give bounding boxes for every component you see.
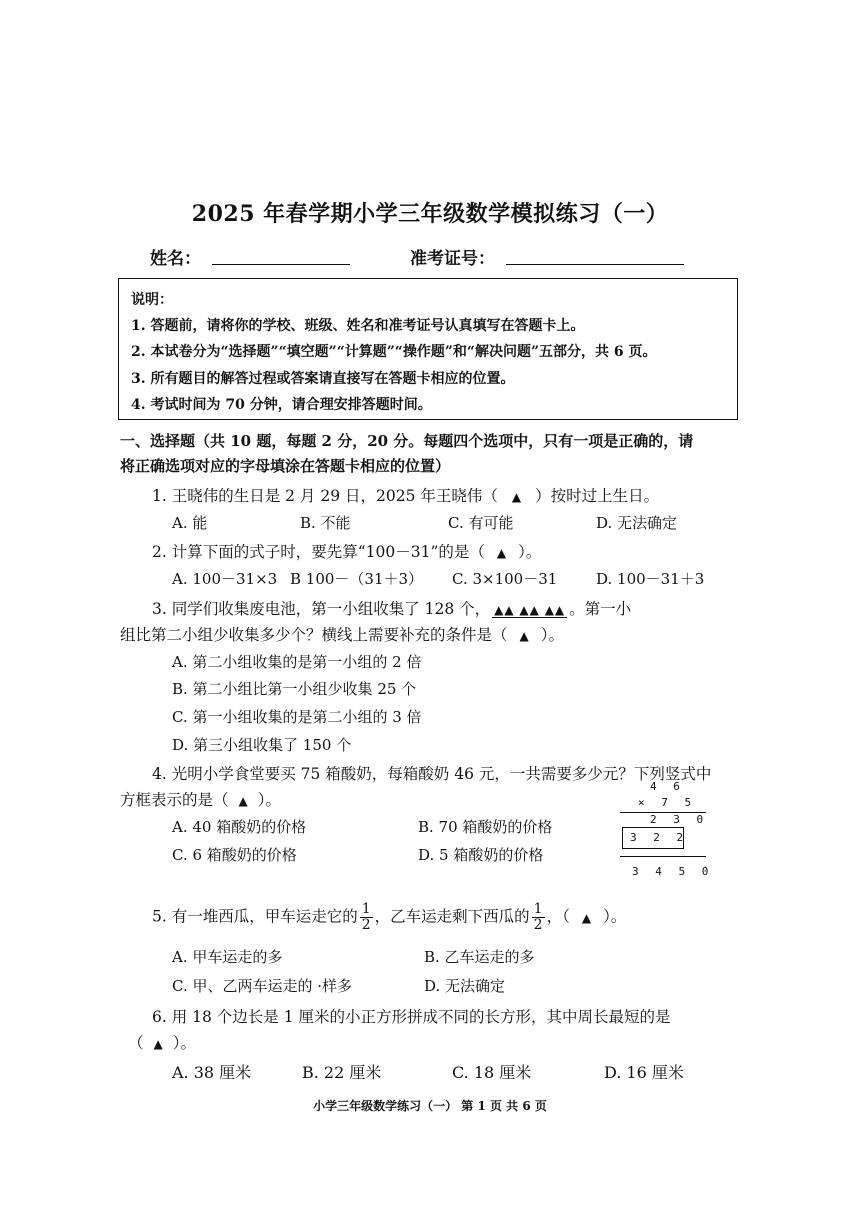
answer-triangle: ▲ [238,794,248,808]
answer-triangle: ▲ [511,490,522,504]
instruction-item: 3. 所有题目的解答过程或答案请直接写在答题卡相应的位置。 [131,371,515,387]
q3-option-d[interactable]: D. 第三小组收集了 150 个 [172,736,352,754]
answer-triangle: ▲ [581,910,592,925]
fraction-one-half: $\frac{1}{2}$ [533,901,543,933]
q6-option-a[interactable]: A. 38 厘米 [172,1063,252,1082]
answer-triangle: ▲ [153,1037,163,1051]
ticket-blank[interactable] [506,264,684,265]
q5-option-d[interactable]: D. 无法确定 [424,977,506,995]
q6-option-c[interactable]: C. 18 厘米 [452,1063,532,1082]
q4-line2-b: ）。 [257,791,282,809]
q1-stem-a: 1. 王晓伟的生日是 2 月 29 日，2025 年王晓伟（ [152,487,498,505]
page-title: 2025 年春学期小学三年级数学模拟练习（一） [191,201,669,227]
q1-option-b[interactable]: B. 不能 [300,514,351,532]
q5-option-a[interactable]: A. 甲车运走的多 [172,948,283,966]
q3-line2-b: ）。 [540,626,565,644]
q3-line1-a: 3. 同学们收集废电池，第一小组收集了 128 个， [152,600,491,618]
page-footer: 小学三年级数学练习（一） 第 1 页 共 6 页 [313,1099,547,1113]
question-6-line1: 6. 用 18 个边长是 1 厘米的小正方形拼成不同的长方形，其中周长最短的是 [152,1008,671,1026]
vertical-row3: 2 3 0 [650,813,709,826]
question-4-line1: 4. 光明小学食堂要买 75 箱酸奶，每箱酸奶 46 元，一共需要多少元？下列竖式中 [152,765,712,783]
q6-line2-a: （ [128,1034,144,1052]
q2-stem-b: ）。 [518,543,542,561]
answer-triangle: ▲ [496,546,507,560]
q1-stem-b: ）按时过上生日。 [535,487,660,505]
q3-option-a[interactable]: A. 第二小组收集的是第一小组的 2 倍 [172,653,422,671]
q3-line1-b: 。第一小 [569,600,632,618]
q4-option-c[interactable]: C. 6 箱酸奶的价格 [172,846,297,864]
q4-option-d[interactable]: D. 5 箱酸奶的价格 [418,846,544,864]
fraction-one-half: $\frac{1}{2}$ [361,901,371,933]
vertical-boxed-row: 3 2 2 [630,831,689,844]
answer-triangle: ▲ [519,629,529,643]
q2-option-a[interactable]: A. 100－31×3 [172,570,278,588]
vertical-result: 3 4 5 0 [632,865,714,878]
question-5-stem [152,902,626,933]
q2-option-d[interactable]: D. 100－31＋3 [596,570,705,588]
q4-option-a[interactable]: A. 40 箱酸奶的价格 [172,818,307,836]
vertical-rule [620,856,706,857]
q6-option-d[interactable]: D. 16 厘米 [604,1063,684,1082]
name-blank[interactable] [212,264,350,265]
q3-option-c[interactable]: C. 第一小组收集的是第二小组的 3 倍 [172,708,422,726]
question-6-line2 [128,1031,196,1053]
q2-stem-a: 2. 计算下面的式子时，要先算“100－31”的是（ [152,543,485,561]
instructions-box [118,278,738,420]
q1-option-d[interactable]: D. 无法确定 [596,514,678,532]
instruction-item: 1. 答题前，请将你的学校、班级、姓名和准考证号认真填写在答题卡上。 [131,318,585,334]
vertical-row2: × 7 5 [638,796,697,809]
q5-stem-b: ，乙车运走剩下西瓜的 [374,907,530,926]
instruction-item: 2. 本试卷分为“选择题”“填空题”“计算题”“操作题”和“解决问题”五部分，共 6 页。 [131,344,657,360]
q3-option-b[interactable]: B. 第二小组比第一小组少收集 25 个 [172,680,417,698]
q2-option-b[interactable]: B 100－（31＋3） [290,570,424,588]
q6-option-b[interactable]: B. 22 厘米 [302,1063,382,1082]
ticket-label: 准考证号： [410,249,495,269]
instructions-heading: 说明： [131,292,173,308]
q1-option-c[interactable]: C. 有可能 [448,514,514,532]
q5-stem-c: ，（ [546,907,570,926]
question-4-line2 [120,788,281,810]
instruction-item: 4. 考试时间为 70 分钟，请合理安排答题时间。 [131,397,432,413]
question-2-stem [152,540,541,562]
question-3-line2 [120,623,564,645]
q5-stem-a: 5. 有一堆西瓜，甲车运走它的 [152,907,358,926]
section-heading: 一、选择题（共 10 题，每题 2 分，20 分。每题四个选项中，只有一项是正确的，请 [120,432,694,450]
q4-option-b[interactable]: B. 70 箱酸奶的价格 [418,818,553,836]
section-heading-cont: 将正确选项对应的字母填涂在答题卡相应的位置） [120,457,451,475]
vertical-row1: 4 6 [650,780,685,793]
name-label: 姓名： [150,249,201,269]
q5-option-b[interactable]: B. 乙车运走的多 [424,948,535,966]
question-1-stem [152,484,659,506]
q6-line2-b: ）。 [172,1034,197,1052]
q1-option-a[interactable]: A. 能 [172,514,208,532]
q3-fill-blank: ▲▲ ▲▲ ▲▲ [494,603,566,617]
q5-stem-d: ）。 [603,907,627,926]
q3-line2-a: 组比第二小组少收集多少个？横线上需要补充的条件是（ [120,626,508,644]
q2-option-c[interactable]: C. 3×100－31 [452,570,558,588]
q4-line2-a: 方框表示的是（ [120,791,229,809]
q5-option-c[interactable]: C. 甲、乙两车运走的 ·样多 [172,977,353,995]
question-3-line1 [152,597,631,619]
